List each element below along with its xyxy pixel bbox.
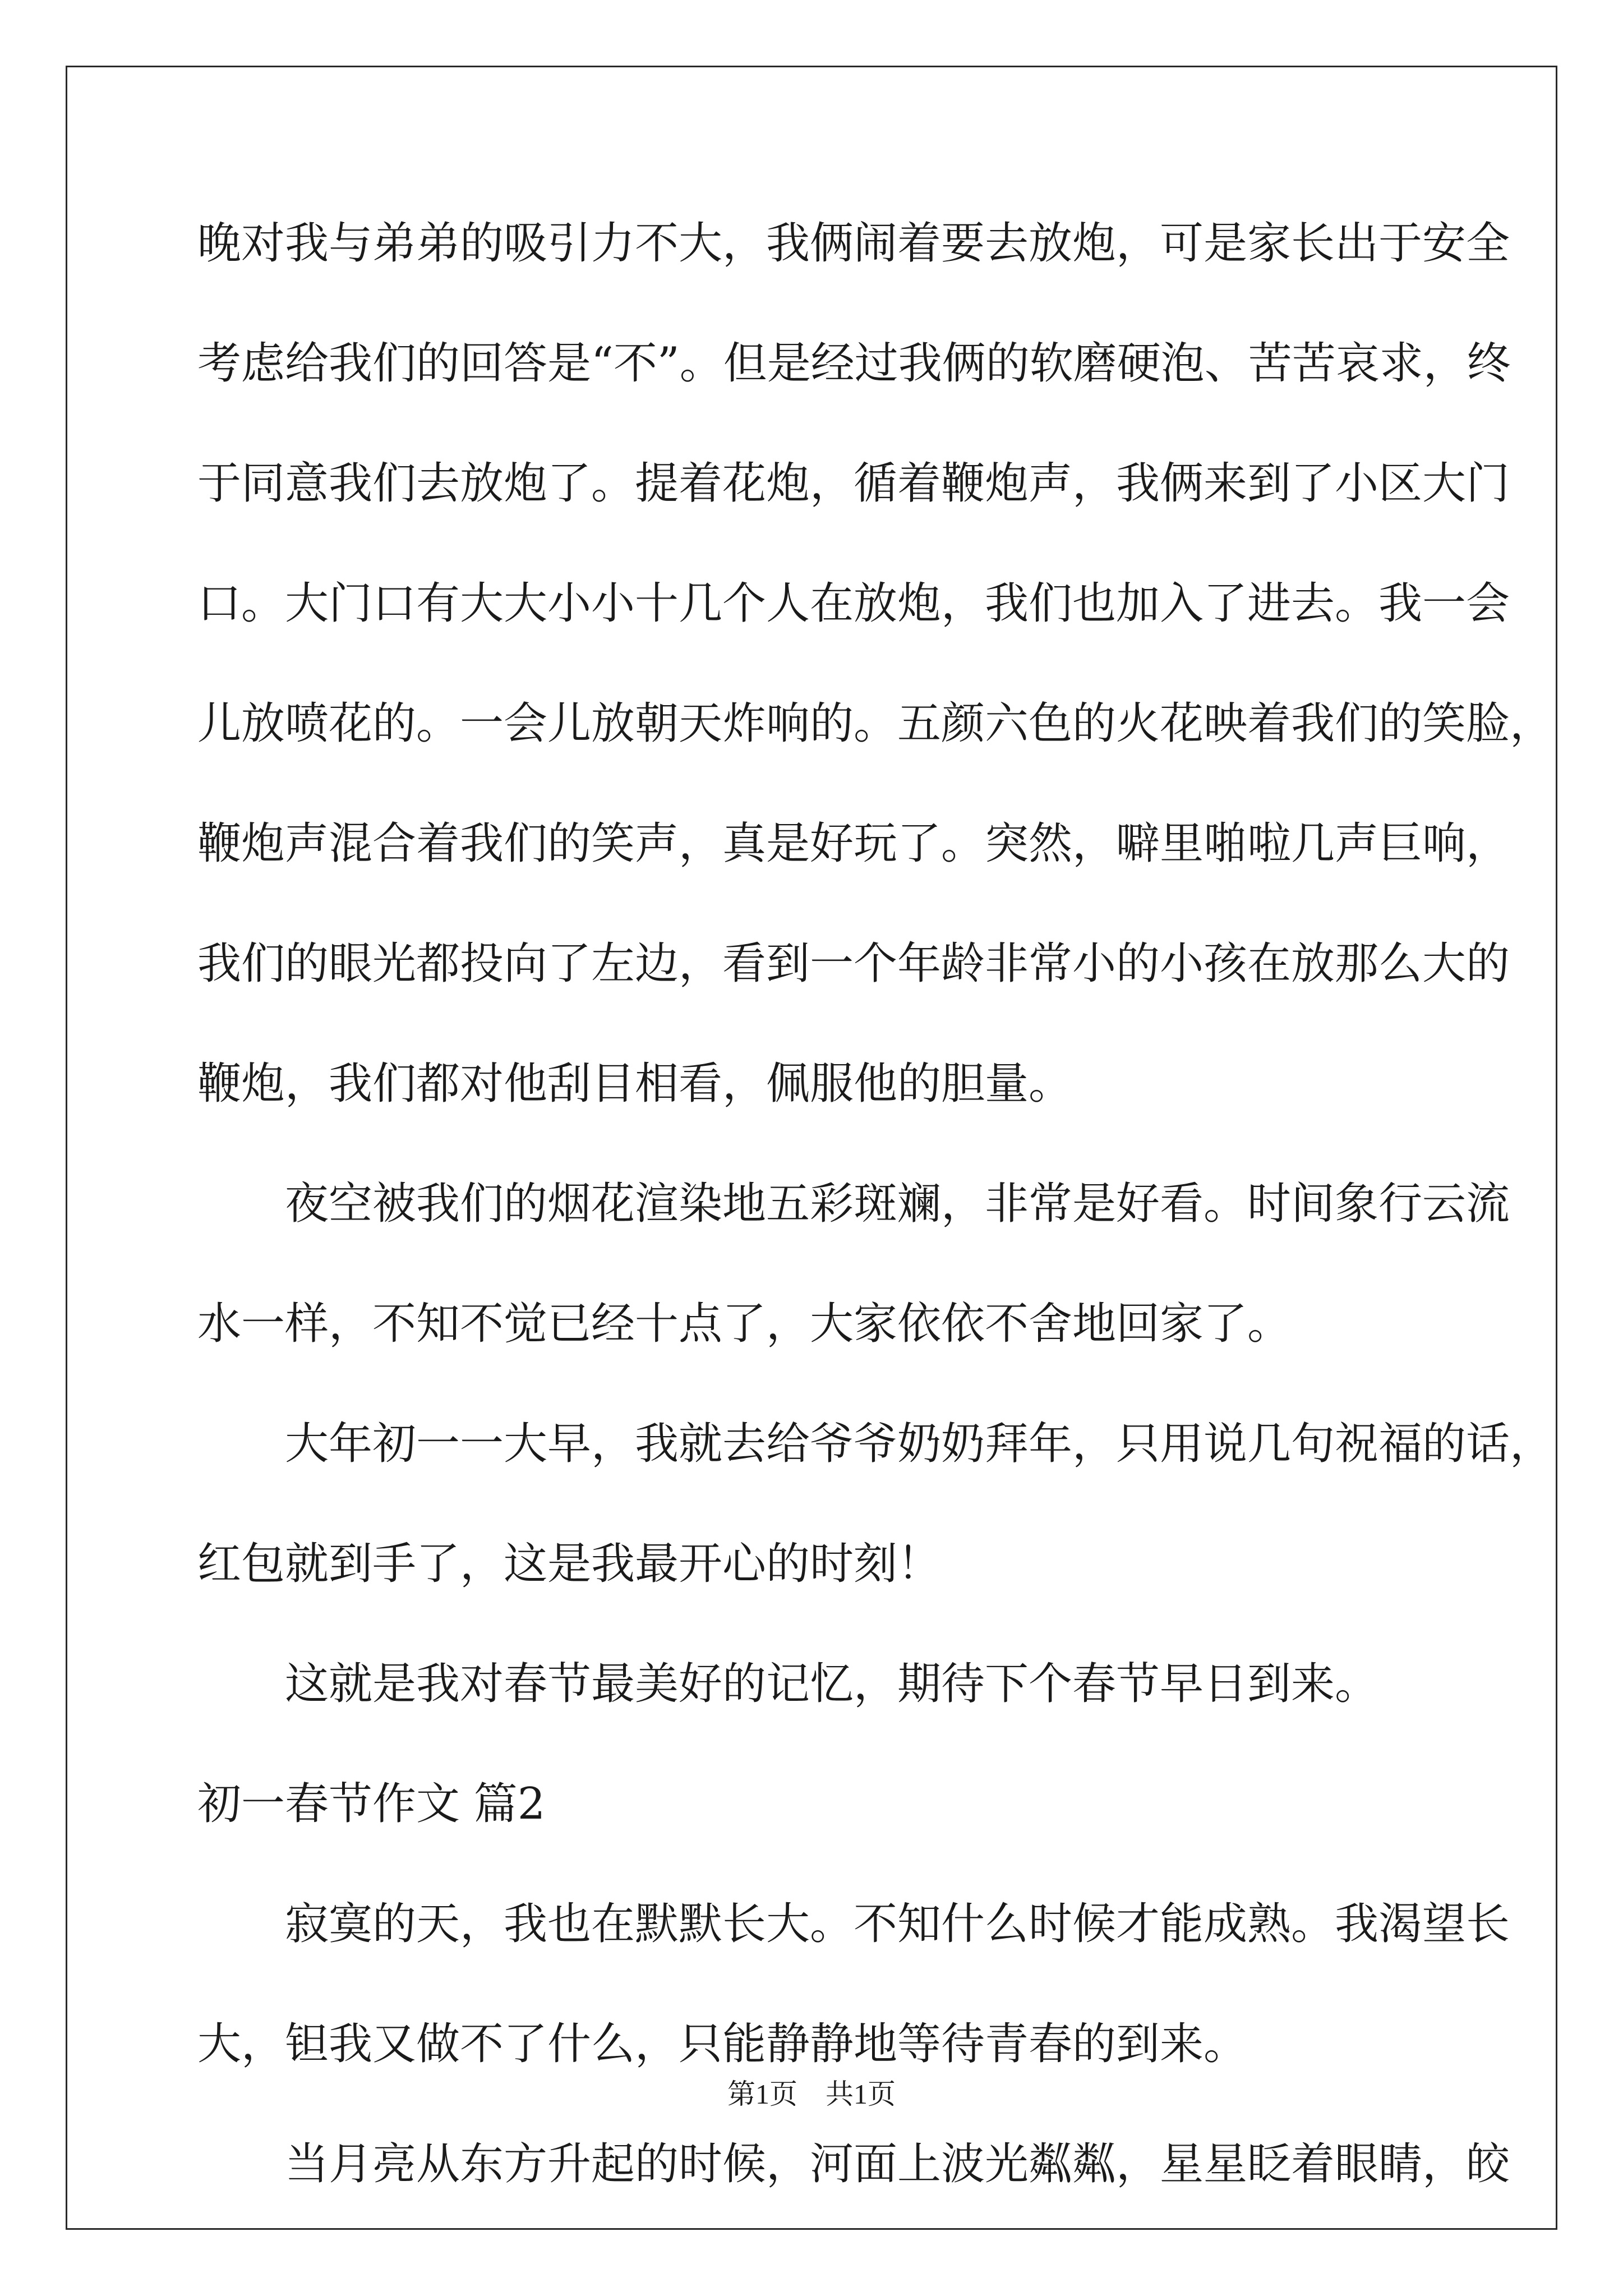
text-line: 这就是我对春节最美好的记忆，期待下个春节早日到来。 — [285, 1659, 1379, 1709]
text-line: 鞭炮声混合着我们的笑声，真是好玩了。突然，噼里啪啦几声巨响， — [197, 818, 1510, 869]
text-line: 儿放喷花的。一会儿放朝天炸响的。五颜六色的火花映着我们的笑脸， — [197, 698, 1554, 749]
text-line: 考虑给我们的回答是“不”。但是经过我俩的软磨硬泡、苦苦哀求，终 — [197, 338, 1511, 389]
text-line: 夜空被我们的烟花渲染地五彩斑斓，非常是好看。时间象行云流 — [285, 1179, 1510, 1229]
text-line: 红包就到手了，这是我最开心的时刻！ — [197, 1539, 942, 1589]
text-line: 鞭炮，我们都对他刮目相看，佩服他的胆量。 — [197, 1059, 1073, 1109]
text-line: 水一样，不知不觉已经十点了，大家依依不舍地回家了。 — [197, 1299, 1292, 1349]
text-line: 大年初一一大早，我就去给爷爷奶奶拜年，只用说几句祝福的话， — [285, 1419, 1554, 1469]
text-line: 当月亮从东方升起的时候，河面上波光粼粼，星星眨着眼睛，皎 — [285, 2139, 1510, 2189]
text-line: 晚对我与弟弟的吸引力不大，我俩闹着要去放炮，可是家长出于安全 — [197, 218, 1510, 269]
paragraph-block-1 — [197, 218, 1554, 1782]
text-line: 寂寞的天，我也在默默长大。不知什么时候才能成熟。我渴望长 — [285, 1899, 1510, 1949]
text-line: 大，钽我又做不了什么，只能静静地等待青春的到来。 — [197, 2019, 1248, 2069]
text-line: 于同意我们去放炮了。提着花炮，循着鞭炮声，我俩来到了小区大门 — [197, 458, 1510, 509]
text-line: 我们的眼光都投向了左边，看到一个年龄非常小的小孩在放那么大的 — [197, 938, 1510, 989]
text-line: 口。大门口有大大小小十几个人在放炮，我们也加入了进去。我一会 — [197, 578, 1510, 629]
section-heading: 初一春节作文 篇2 — [197, 1779, 546, 1829]
page-footer: 第1页 共1页 — [727, 2078, 896, 2110]
document-body — [197, 218, 1554, 2262]
